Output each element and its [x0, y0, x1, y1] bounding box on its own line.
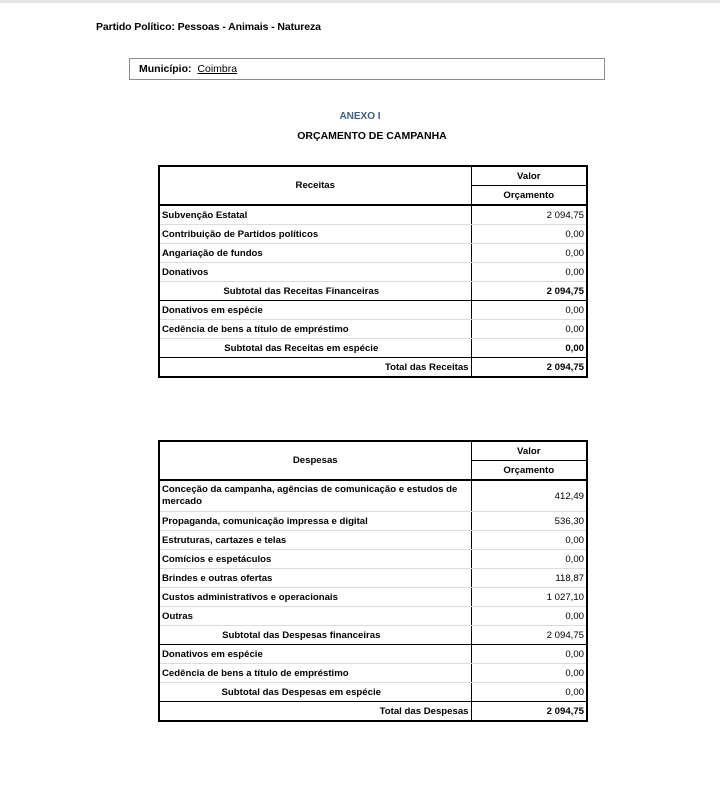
despesas-orcamento-header: Orçamento: [471, 461, 587, 481]
row-label: Cedência de bens a título de empréstimo: [159, 320, 471, 339]
table-row: [159, 664, 587, 683]
row-label: Angariação de fundos: [159, 244, 471, 263]
row-label: Donativos: [159, 263, 471, 282]
row-label: Donativos em espécie: [159, 301, 471, 320]
subtotal-value: 2 094,75: [471, 626, 587, 645]
table-row: [159, 607, 587, 626]
subtotal-label: Subtotal das Despesas financeiras: [159, 626, 471, 645]
row-value: 0,00: [471, 664, 587, 683]
subtotal-value: 0,00: [471, 683, 587, 702]
table-row: [159, 320, 587, 339]
row-value: 1 027,10: [471, 588, 587, 607]
row-label: Outras: [159, 607, 471, 626]
subtotal-label: Subtotal das Receitas em espécie: [159, 339, 471, 358]
row-label: Estruturas, cartazes e telas: [159, 531, 471, 550]
row-value: 2 094,75: [471, 205, 587, 225]
total-row: [159, 358, 587, 378]
party-name: Partido Político: Pessoas - Animais - Natureza: [96, 21, 321, 33]
total-label: Total das Despesas: [159, 702, 471, 722]
despesas-header: Despesas: [159, 441, 471, 480]
budget-subtitle: ORÇAMENTO DE CAMPANHA: [297, 130, 447, 142]
despesas-table: [158, 440, 588, 722]
row-label: Contribuição de Partidos políticos: [159, 225, 471, 244]
table-row: [159, 531, 587, 550]
table-row: [159, 244, 587, 263]
table-row: [159, 512, 587, 531]
row-label: Cedência de bens a título de empréstimo: [159, 664, 471, 683]
subtotal-value: 2 094,75: [471, 282, 587, 301]
table-row: [159, 569, 587, 588]
receitas-table: [158, 165, 588, 378]
receitas-valor-header: Valor: [471, 166, 587, 186]
row-label: Comícios e espetáculos: [159, 550, 471, 569]
row-value: 0,00: [471, 244, 587, 263]
row-value: 0,00: [471, 607, 587, 626]
row-value: 0,00: [471, 550, 587, 569]
subtotal-label: Subtotal das Despesas em espécie: [159, 683, 471, 702]
subtotal-row: [159, 339, 587, 358]
table-row: [159, 480, 587, 512]
total-value: 2 094,75: [471, 358, 587, 378]
table-row: [159, 263, 587, 282]
subtotal-row: [159, 683, 587, 702]
total-label: Total das Receitas: [159, 358, 471, 378]
receitas-orcamento-header: Orçamento: [471, 186, 587, 206]
row-label: Propaganda, comunicação impressa e digital: [159, 512, 471, 531]
row-value: 536,30: [471, 512, 587, 531]
despesas-valor-header: Valor: [471, 441, 587, 461]
row-value: 0,00: [471, 263, 587, 282]
row-label: Donativos em espécie: [159, 645, 471, 664]
row-value: 118,87: [471, 569, 587, 588]
table-row: [159, 205, 587, 225]
subtotal-row: [159, 626, 587, 645]
municipio-label: Município:: [139, 63, 192, 75]
table-row: [159, 550, 587, 569]
receitas-header: Receitas: [159, 166, 471, 205]
total-row: [159, 702, 587, 722]
table-row: [159, 588, 587, 607]
row-label: Subvenção Estatal: [159, 205, 471, 225]
row-value: 0,00: [471, 531, 587, 550]
subtotal-label: Subtotal das Receitas Financeiras: [159, 282, 471, 301]
municipio-value: Coimbra: [197, 63, 238, 75]
row-label: Custos administrativos e operacionais: [159, 588, 471, 607]
row-value: 0,00: [471, 301, 587, 320]
row-value: 412,49: [471, 480, 587, 512]
row-value: 0,00: [471, 320, 587, 339]
table-row: [159, 301, 587, 320]
row-label: Brindes e outras ofertas: [159, 569, 471, 588]
annex-title: ANEXO I: [339, 111, 381, 122]
municipio-box: [129, 58, 605, 80]
subtotal-row: [159, 282, 587, 301]
row-value: 0,00: [471, 225, 587, 244]
total-value: 2 094,75: [471, 702, 587, 722]
table-row: [159, 645, 587, 664]
row-value: 0,00: [471, 645, 587, 664]
page-top-border: [0, 0, 720, 3]
subtotal-value: 0,00: [471, 339, 587, 358]
table-row: [159, 225, 587, 244]
row-label: Conceção da campanha, agências de comunicação e estudos de mercado: [159, 480, 471, 512]
